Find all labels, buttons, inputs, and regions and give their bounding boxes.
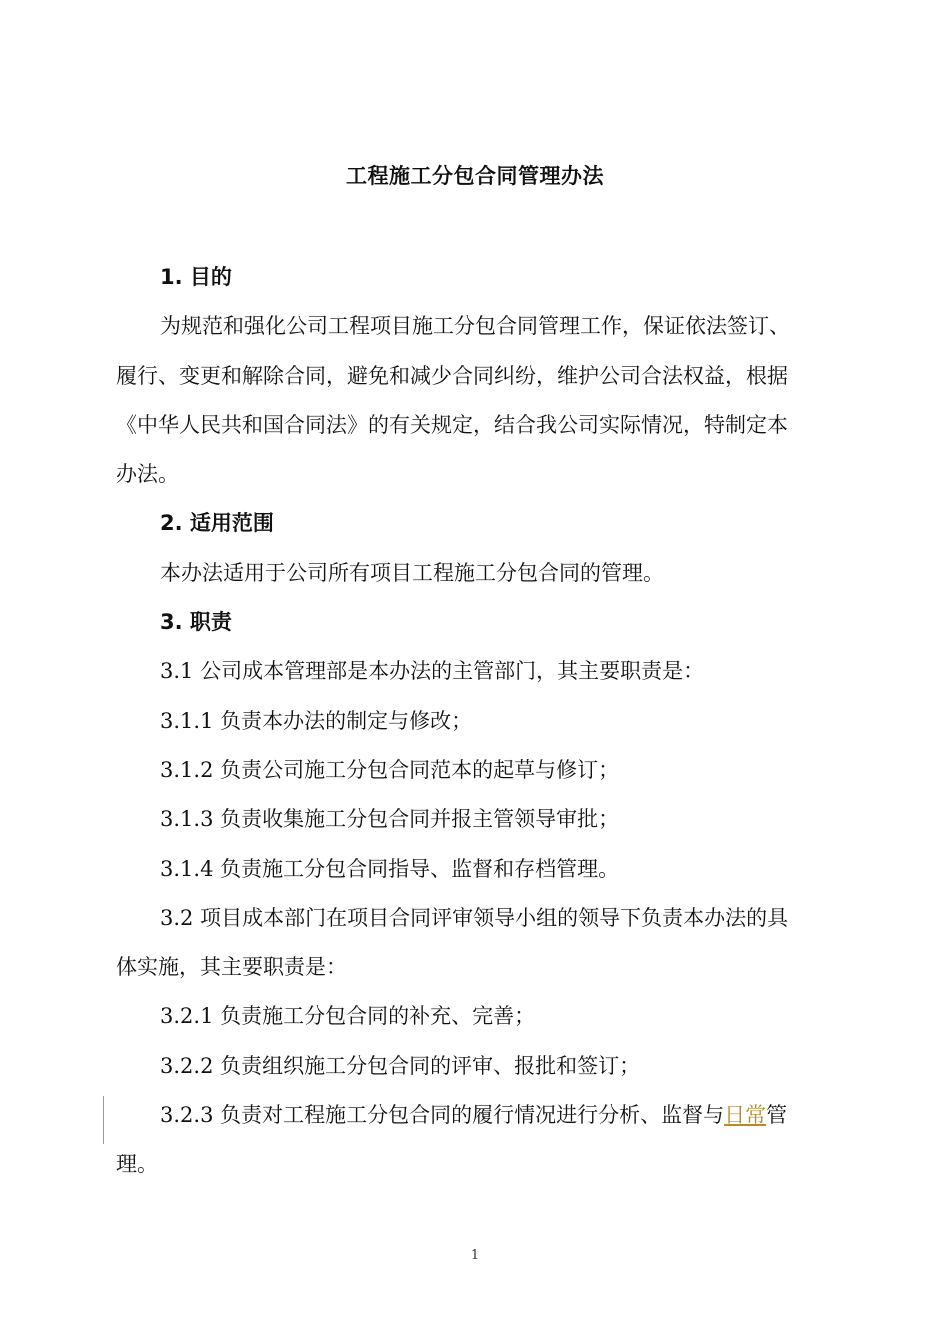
- clause-3-1-3: 3.1.3 负责收集施工分包合同并报主管领导审批；: [160, 807, 620, 832]
- purpose-paragraph-line-3: 《中华人民共和国合同法》的有关规定，结合我公司实际情况，特制定本: [116, 412, 788, 437]
- daily-link[interactable]: 日常: [724, 1103, 767, 1128]
- clause-3-1-2: 3.1.2 负责公司施工分包合同范本的起草与修订；: [160, 757, 620, 782]
- clause-3-2-3-line-2: 理。: [116, 1152, 158, 1177]
- clause-3-2-line-2: 体实施，其主要职责是：: [116, 955, 347, 980]
- clause-3-2-line-1: 3.2 项目成本部门在项目合同评审领导小组的领导下负责本办法的具: [160, 905, 789, 930]
- scope-paragraph: 本办法适用于公司所有项目工程施工分包合同的管理。: [160, 560, 664, 585]
- section-heading-responsibilities: 3. 职责: [160, 610, 232, 635]
- clause-3-2-3-line-1: [116, 1091, 838, 1140]
- clause-3-2-3-text: 3.2.3 负责对工程施工分包合同的履行情况进行分析、监督与: [160, 1103, 725, 1128]
- purpose-paragraph-line-4: 办法。: [116, 462, 179, 487]
- clause-3-1-1: 3.1.1 负责本办法的制定与修改；: [160, 708, 473, 733]
- revision-change-bar: [103, 1096, 104, 1144]
- section-heading-scope: 2. 适用范围: [160, 511, 274, 536]
- purpose-paragraph-line-1: 为规范和强化公司工程项目施工分包合同管理工作，保证依法签订、: [160, 314, 790, 339]
- clause-3-2-2: 3.2.2 负责组织施工分包合同的评审、报批和签订；: [160, 1053, 641, 1078]
- clause-3-1: 3.1 公司成本管理部是本办法的主管部门，其主要职责是：: [160, 659, 705, 684]
- section-heading-purpose: 1. 目的: [160, 265, 232, 289]
- document-title: 工程施工分包合同管理办法: [346, 164, 604, 188]
- document-body: [116, 253, 838, 1190]
- clause-3-2-1: 3.2.1 负责施工分包合同的补充、完善；: [160, 1004, 536, 1029]
- page-number: 1: [470, 1248, 480, 1263]
- clause-3-1-4: 3.1.4 负责施工分包合同指导、监督和存档管理。: [160, 856, 620, 881]
- purpose-paragraph-line-2: 履行、变更和解除合同，避免和减少合同纠纷，维护公司合法权益，根据: [116, 363, 788, 388]
- clause-3-2-3-text-end: 管: [766, 1103, 788, 1128]
